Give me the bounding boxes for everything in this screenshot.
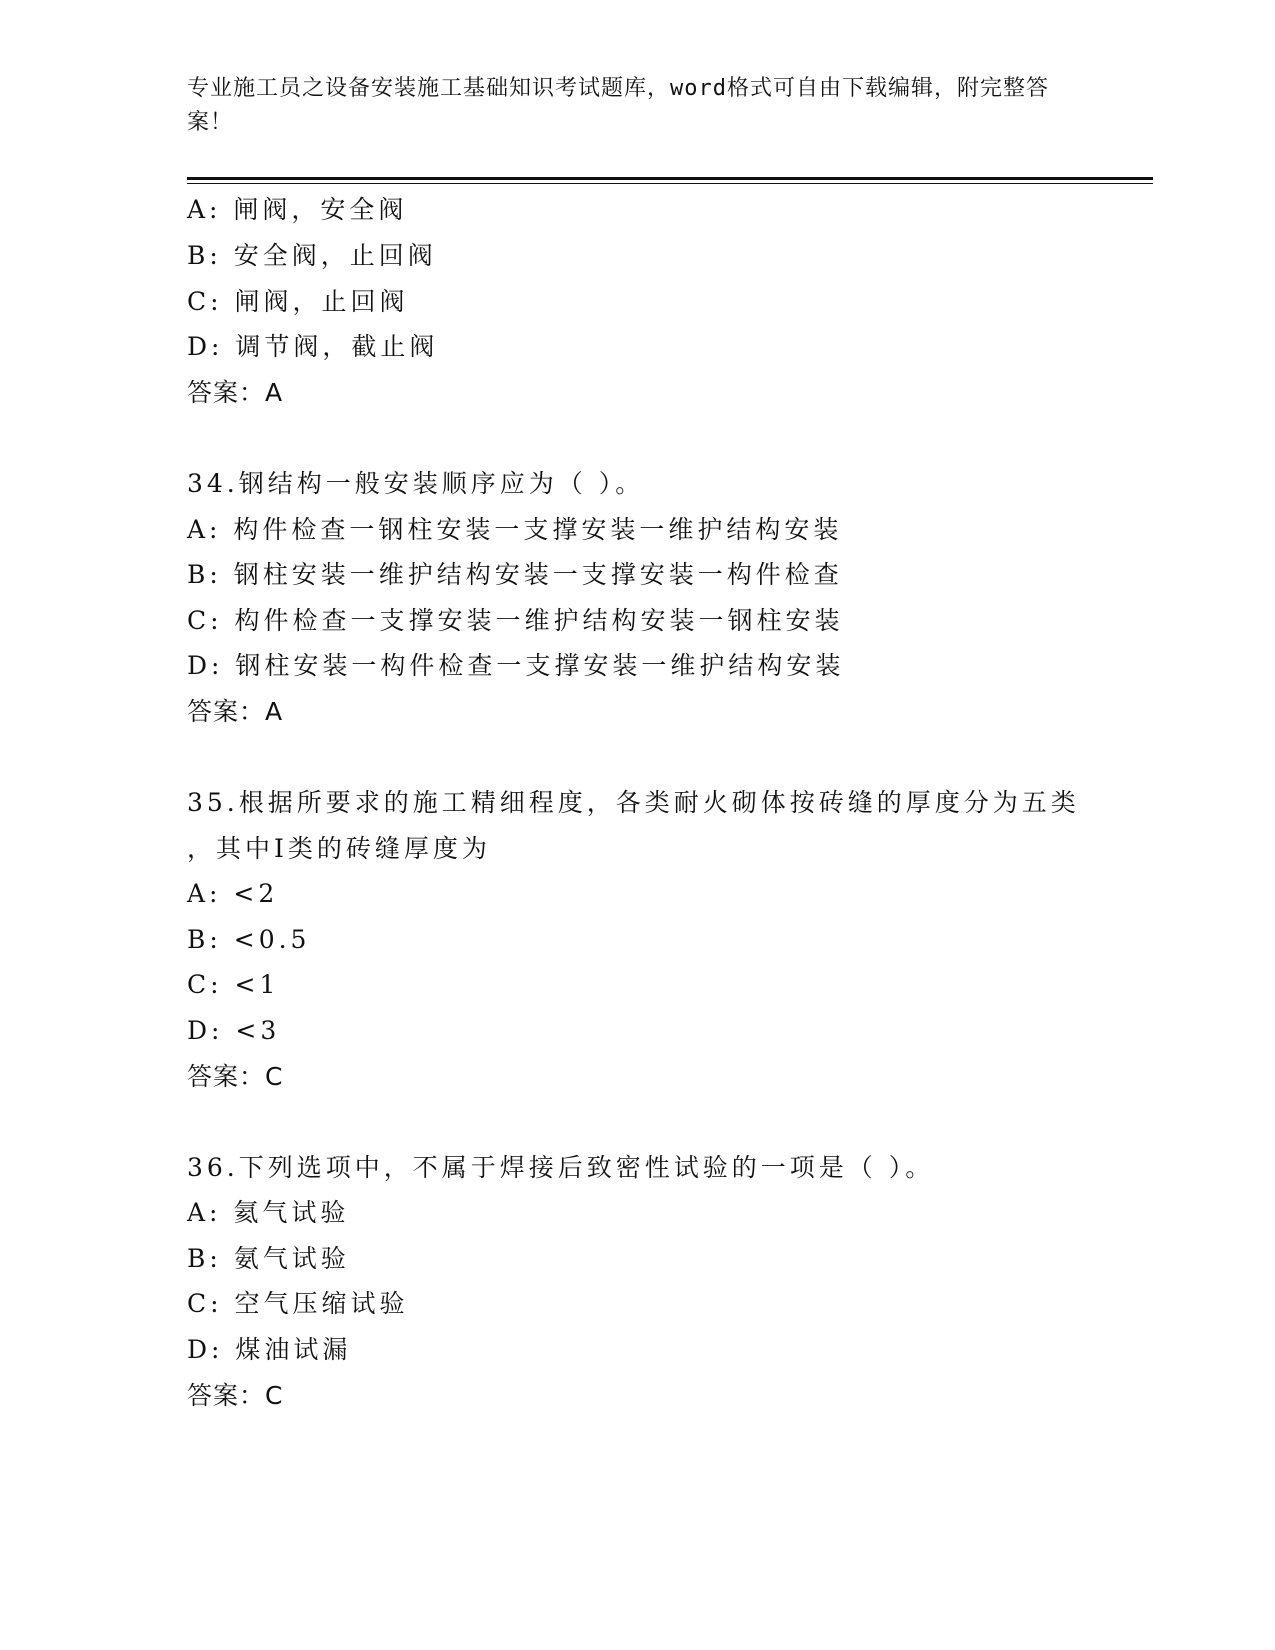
question-line: B: <0.5 [187, 925, 311, 954]
question-line: C: 空气压缩试验 [187, 1289, 409, 1318]
question-line: B: 安全阀，止回阀 [187, 241, 437, 270]
question-line: 35.根据所要求的施工精细程度，各类耐火砌体按砖缝的厚度分为五类 [187, 788, 1080, 817]
question-line: D: 调节阀，截止阀 [187, 332, 439, 361]
question-line: C: 构件检查一支撑安装一维护结构安装一钢柱安装 [187, 606, 844, 635]
answer-line: 答案：A [187, 378, 284, 407]
question-line: C: 闸阀，止回阀 [187, 287, 409, 316]
question-line: D: <3 [187, 1016, 281, 1045]
question-line: A: 闸阀，安全阀 [187, 195, 408, 224]
question-line: A: <2 [187, 879, 279, 908]
question-line: A: 氦气试验 [187, 1198, 350, 1227]
document-header: 专业施工员之设备安装施工基础知识考试题库，word格式可自由下载编辑，附完整答案！ [187, 76, 1049, 135]
question-line: B: 氨气试验 [187, 1244, 350, 1273]
answer-line: 答案：C [187, 1062, 284, 1091]
question-line: ，其中Ⅰ类的砖缝厚度为 [187, 834, 491, 863]
question-line: D: 钢柱安装一构件检查一支撑安装一维护结构安装 [187, 651, 845, 680]
question-line: A: 构件检查一钢柱安装一支撑安装一维护结构安装 [187, 515, 843, 544]
question-line: 34.钢结构一般安装顺序应为（ ）。 [187, 469, 645, 498]
question-line: D: 煤油试漏 [187, 1335, 352, 1364]
header-rule-thin [187, 183, 1153, 184]
header-rule-thick [187, 177, 1153, 180]
question-line: B: 钢柱安装一维护结构安装一支撑安装一构件检查 [187, 560, 843, 589]
question-line: 36.下列选项中，不属于焊接后致密性试验的一项是（ ）。 [187, 1153, 935, 1182]
answer-line: 答案：C [187, 1381, 284, 1410]
question-line: C: <1 [187, 970, 280, 999]
answer-line: 答案：A [187, 697, 284, 726]
